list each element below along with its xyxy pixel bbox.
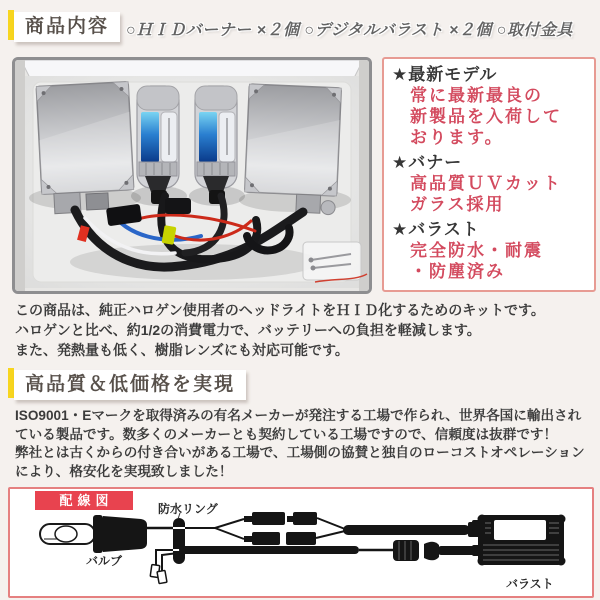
waterproof-ring-label: 防水リング (158, 502, 218, 516)
hid-bulb (137, 86, 179, 204)
feature-group-burner (392, 152, 588, 215)
feature-title: ★バラスト (392, 220, 480, 239)
feature-title: ★最新モデル (392, 65, 498, 84)
product-photo (12, 57, 372, 294)
features-panel (382, 57, 596, 292)
feature-line: 常に最新最良の (410, 86, 543, 105)
intro-line: また、発熱量も低く、樹脂レンズにも対応可能です。 (15, 342, 349, 358)
section-title: 高品質＆低価格を実現 (25, 374, 236, 395)
feature-group-ballast (392, 219, 588, 282)
section-header-product (14, 12, 120, 42)
wiring-diagram-box (8, 487, 594, 598)
feature-line: おります。 (410, 128, 504, 147)
quality-line: 弊社とは古くからの付き合いがある工場で、工場側の協賛と独自のローコストオペレーション (15, 445, 585, 460)
quality-line: ISO9001・Eマークを取得済みの有名メーカーが発注する工場で作られ、世界各国に輸出され (15, 408, 582, 423)
feature-line: ガラス採用 (410, 195, 505, 214)
mounting-screws-bag (303, 242, 367, 282)
ballast-label: バラスト (506, 577, 554, 591)
quality-line: ている製品です。数多くのメーカーとも契約している工場ですので、信頼度は抜群です！ (15, 426, 558, 442)
section-header-quality (14, 370, 246, 400)
hid-kit-photo-illustration (15, 60, 369, 291)
wiring-title: 配線図 (35, 491, 133, 510)
product-contents-text: ○ＨＩＤバーナー ×２個 ○デジタルバラスト ×２個 ○取付金具 (126, 22, 573, 39)
section-title: 商品内容 (25, 16, 110, 37)
feature-group-model (392, 64, 588, 148)
feature-line: 完全防水・耐震 (410, 241, 543, 260)
intro-line: ハロゲンと比べ、約1/2の消費電力で、バッテリーへの負担を軽減します。 (15, 322, 481, 338)
bulb-label: バルブ (86, 554, 123, 568)
feature-line: 高品質ＵＶカット (410, 174, 562, 193)
intro-paragraph (15, 300, 545, 360)
feature-title: ★バナー (392, 153, 463, 172)
quality-line: により、格安化を実現致しました！ (15, 463, 233, 479)
feature-line: 新製品を入荷して (410, 107, 562, 126)
intro-line: この商品は、純正ハロゲン使用者のヘッドライトをＨＩＤ化するためのキットです。 (15, 302, 545, 318)
quality-paragraph (15, 407, 585, 481)
feature-line: ・防塵済み (410, 262, 505, 281)
